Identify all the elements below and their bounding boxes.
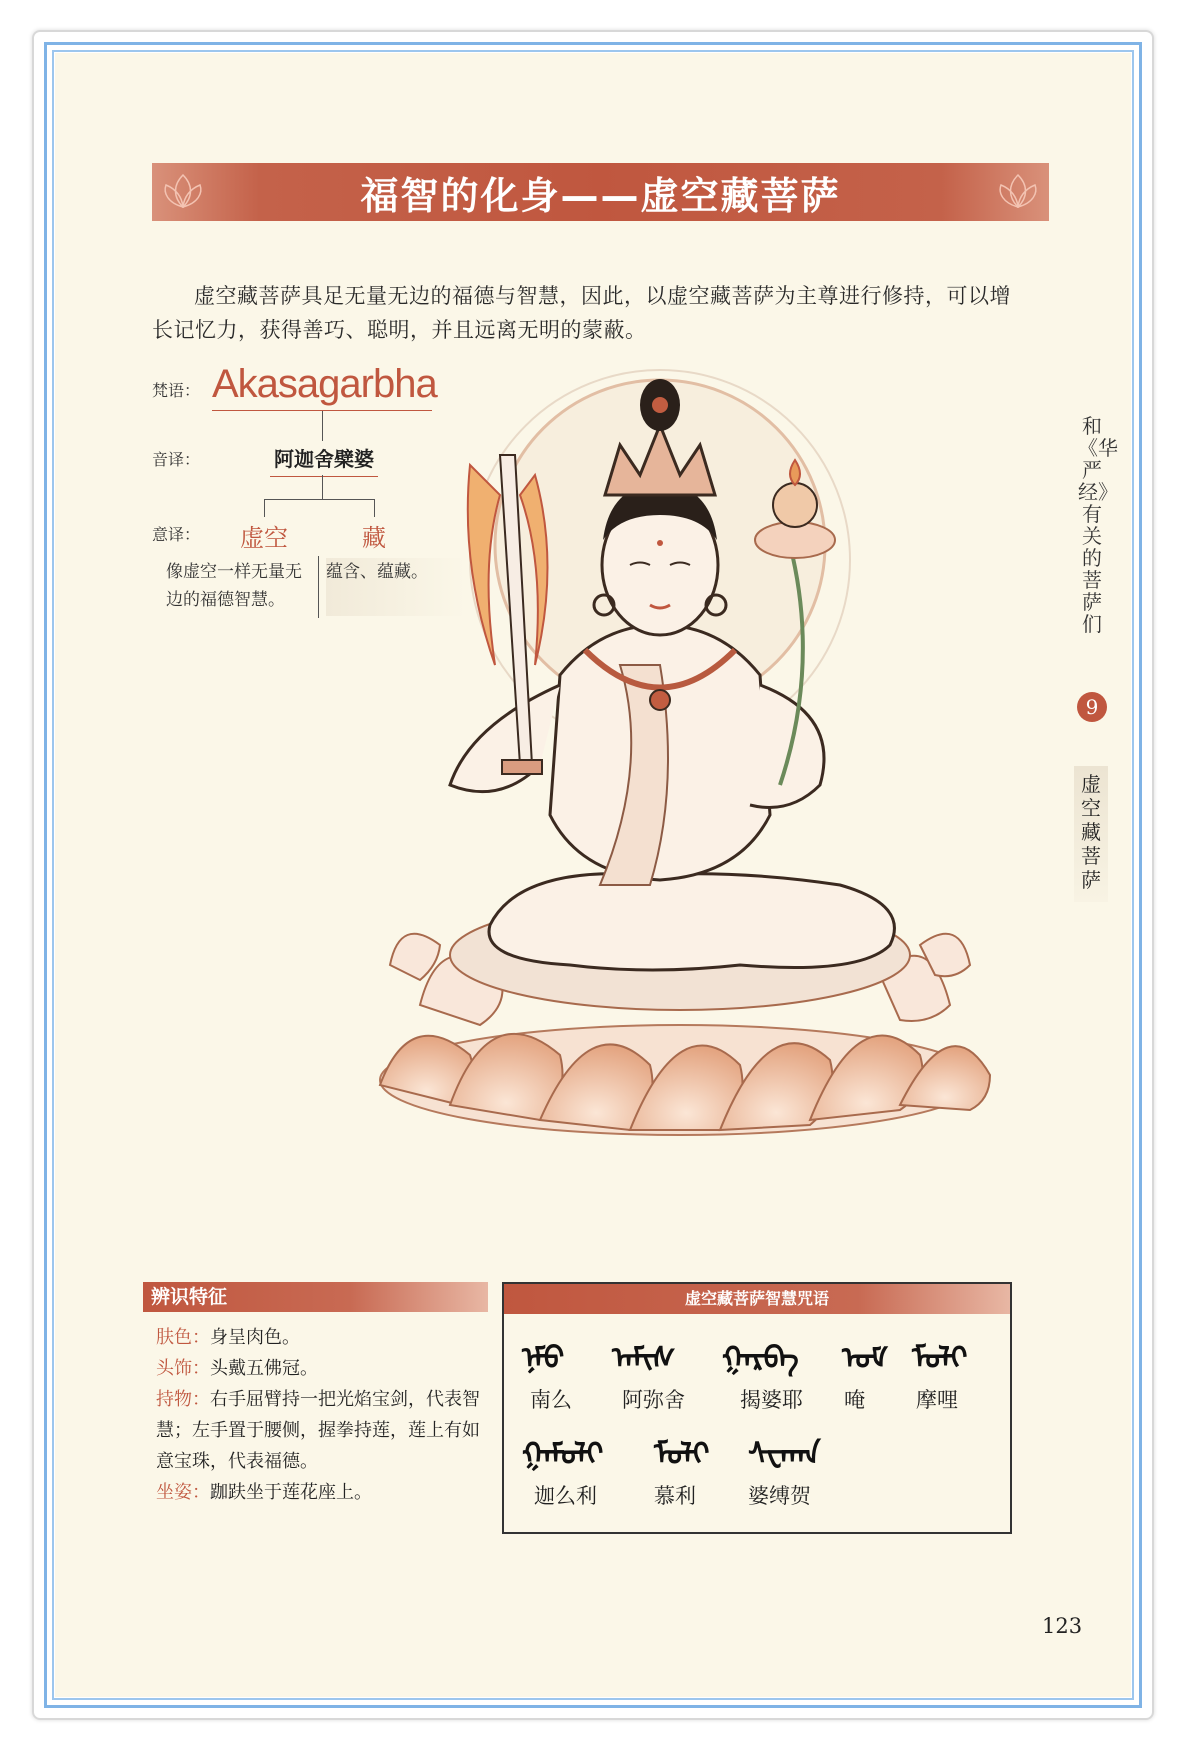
siddham-glyph: ᠭᠠᠮᠤᠯᠢ <box>522 1437 604 1472</box>
feature-item: 头饰：头戴五佛冠。 <box>156 1358 318 1379</box>
transliteration-label: 音译： <box>152 450 201 469</box>
page-title: 福智的化身——虚空藏菩萨 <box>360 173 841 218</box>
series-title: 和《华严经》有关的菩萨们 <box>1078 414 1118 636</box>
mantra-heading: 虚空藏菩萨智慧咒语 <box>504 1284 1010 1314</box>
meaning-left-word: 虚空 <box>240 524 288 552</box>
transliteration: 阿迦舍檗婆 <box>270 443 378 477</box>
siddham-glyph: ᠣᠮ <box>842 1341 888 1376</box>
bodhisattva-illustration <box>320 365 1040 1195</box>
mantra-syllable: 揭婆耶 <box>740 1388 803 1412</box>
lotus-ornament-icon <box>158 167 208 217</box>
feature-item: 持物：右手屈臂持一把光焰宝剑，代表智慧；左手置于腰侧，握拳持莲，莲上有如意宝珠，代表福德。 <box>156 1389 480 1472</box>
mantra-box <box>502 1282 1012 1534</box>
meaning-left-desc: 像虚空一样无量无边的福德智慧。 <box>166 562 302 610</box>
sanskrit-name: Akasagarbha <box>212 362 437 406</box>
page-number: 123 <box>1042 1614 1083 1638</box>
mantra-syllable: 阿弥舍 <box>622 1388 685 1412</box>
siddham-glyph: ᠮᠤᠯᠢ <box>912 1341 968 1376</box>
mantra-syllable: 迦么利 <box>534 1484 597 1508</box>
mantra-syllable: 唵 <box>844 1388 865 1412</box>
intro-paragraph: 虚空藏菩萨具足无量无边的福德与智慧，因此，以虚空藏菩萨为主尊进行修持，可以增长记忆力，获得善巧、聪明，并且远离无明的蒙蔽。 <box>152 284 1011 342</box>
siddham-glyph: ᠭᠠᠷᠪᠠ <box>722 1341 799 1376</box>
siddham-glyph: ᠰᠸᠠᠬᠠ <box>748 1437 821 1472</box>
siddham-glyph: ᠨᠮᠣ <box>522 1341 565 1376</box>
features-list <box>156 1322 486 1508</box>
title-banner <box>152 163 1049 221</box>
section-title: 虚空藏菩萨 <box>1074 766 1108 902</box>
mantra-syllable: 南么 <box>530 1388 572 1412</box>
siddham-glyph: ᠠᠮᠢᠰ <box>612 1341 676 1376</box>
mantra-syllable: 摩哩 <box>916 1388 958 1412</box>
meaning-right-word: 藏 <box>362 524 386 552</box>
mantra-syllable: 婆缚贺 <box>748 1484 811 1508</box>
chapter-badge: 9 <box>1077 692 1107 722</box>
meaning-right-desc: 蕴含、蕴藏。 <box>326 558 466 616</box>
mantra-syllable: 慕利 <box>654 1484 696 1508</box>
meaning-label: 意译： <box>152 525 201 544</box>
lotus-ornament-icon <box>993 167 1043 217</box>
connector-line <box>264 499 265 517</box>
feature-item: 坐姿：跏趺坐于莲花座上。 <box>156 1482 372 1503</box>
features-heading: 辨识特征 <box>143 1282 488 1312</box>
siddham-glyph: ᠮᠤᠯᠢ <box>654 1437 710 1472</box>
divider <box>318 556 319 618</box>
feature-item: 肤色：身呈肉色。 <box>156 1327 300 1348</box>
sanskrit-label: 梵语： <box>152 381 201 400</box>
